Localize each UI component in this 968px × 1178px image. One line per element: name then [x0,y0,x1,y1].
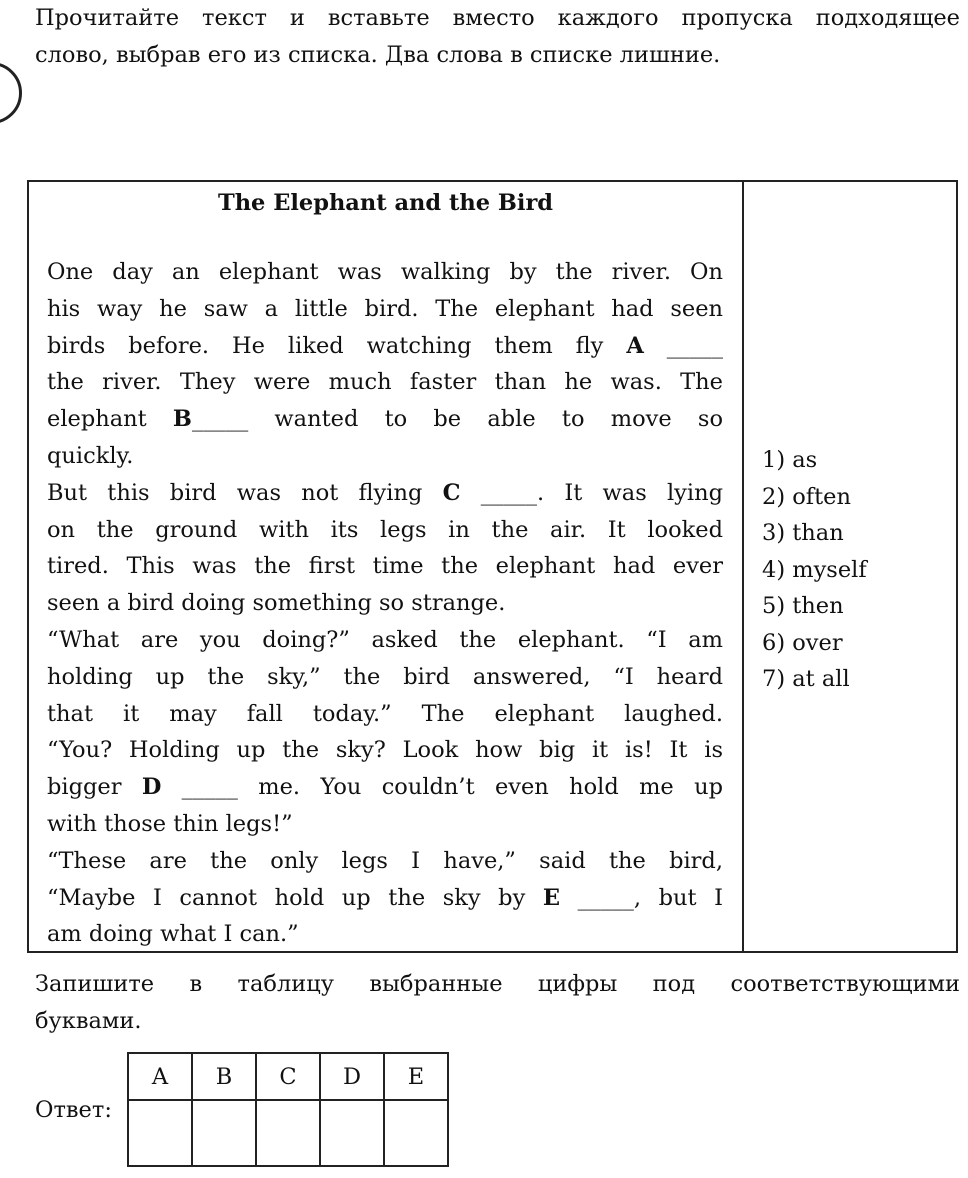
word-option: 7) at all [762,666,850,692]
passage-text-segment: “What are you doing?” asked the elephant. “I am [47,626,723,653]
answer-instructions [35,966,960,1040]
passage-line [47,291,723,328]
passage-text-segment: quickly. [47,442,134,469]
passage-text-segment: elephant [47,406,173,433]
passage-text-segment: with those thin legs!” [47,810,293,837]
passage-text-segment: One day an elephant was walking by the river. On [47,259,723,285]
passage-line [47,548,723,585]
passage-line [47,364,723,401]
word-option: 5) then [762,593,844,619]
instruction-line: Прочитайте текст и вставьте вместо каждого пропуска подходящее [35,5,960,31]
instruction-line: слово, выбрав его из списка. Два слова в списке лишние. [35,42,721,68]
passage-text-segment: the river. They were much faster than he was. The [47,369,723,396]
word-option: 2) often [762,483,851,510]
answer-column-header: C [256,1053,320,1100]
passage-text-segment: “You? Holding up the sky? Look how big it is! It is [47,737,723,764]
gap-letter: E [542,884,561,911]
passage-text-segment: “These are the only legs I have,” said the bird, [47,847,723,874]
passage-text-segment: _____ me. You couldn’t even hold me up [161,774,723,801]
passage-title: The Elephant and the Bird [217,190,554,216]
passage-line [47,880,723,917]
answer-column-header: B [192,1053,256,1100]
answer-cell-e[interactable] [384,1100,448,1166]
passage-line [47,622,723,659]
passage-line [47,512,723,549]
passage-text-segment: holding up the sky,” the bird answered, “I heard [47,663,723,690]
passage-text [47,254,723,953]
column-divider [742,180,744,951]
word-option: 1) as [762,447,818,473]
answer-table [127,1052,449,1167]
passage-text-segment: _____ wanted to be able to move so [191,406,723,433]
passage-text-segment: _____, but I [560,884,723,911]
passage-text-segment: “Maybe I cannot hold up the sky by [47,884,543,911]
passage-line [47,843,723,880]
passage-line [47,254,723,291]
gap-letter: B [172,406,192,433]
task-number-circle [0,62,22,124]
passage-text-segment: tired. This was the first time the elephant had ever [47,553,723,580]
answer-cell-c[interactable] [256,1100,320,1166]
passage-line [47,585,723,622]
answer-cell-b[interactable] [192,1100,256,1166]
passage-text-segment: But this bird was not flying [47,479,443,506]
answer-instruction-line: буквами. [35,1008,142,1034]
task-instructions [35,0,960,74]
answer-label: Ответ: [35,1097,112,1123]
passage-text-segment: on the ground with its legs in the air. It looked [47,516,723,543]
passage-line [47,769,723,806]
passage-line [47,732,723,769]
gap-letter: A [626,332,644,359]
answer-cell-a[interactable] [128,1100,192,1166]
passage-line [47,438,723,475]
word-option: 3) than [762,520,844,546]
word-options-list [762,442,867,698]
passage-text-segment: _____. It was lying [460,479,723,506]
answer-column-header: D [320,1053,384,1100]
answer-column-header: E [384,1053,448,1100]
answer-column-header: A [128,1053,192,1100]
word-option: 6) over [762,629,843,656]
answer-cell-d[interactable] [320,1100,384,1166]
passage-line [47,696,723,733]
passage-text-segment: bigger [47,774,142,801]
answer-instruction-line: Запишите в таблицу выбранные цифры под соответствующими [35,971,960,997]
passage-text-segment: seen a bird doing something so strange. [47,590,506,617]
passage-line [47,401,723,438]
passage-line [47,916,723,953]
passage-line [47,806,723,843]
passage-line [47,475,723,512]
passage-line [47,659,723,696]
passage-text-segment: am doing what I can.” [47,921,299,948]
word-option: 4) myself [762,556,867,583]
passage-text-segment: that it may fall today.” The elephant laughed. [47,700,723,727]
passage-text-segment: his way he saw a little bird. The elephant had seen [47,295,723,322]
passage-line [47,328,723,365]
passage-text-segment: _____ [643,332,723,359]
passage-text-segment: birds before. He liked watching them fly [47,332,627,359]
gap-letter: C [442,479,461,506]
gap-letter: D [141,774,162,801]
